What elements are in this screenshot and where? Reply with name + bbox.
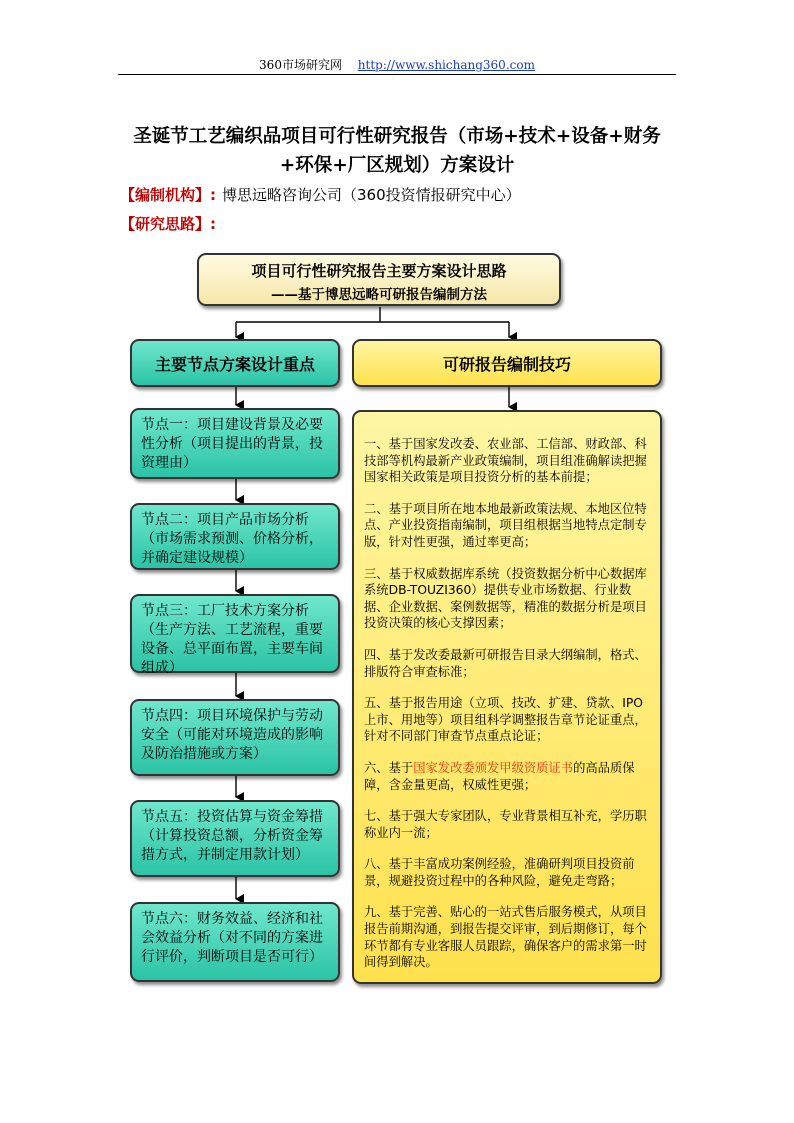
right-header-box [352,339,662,387]
node-6-box: 节点六：财务效益、经济和社会效益分析（对不同的方案进行评价，判断项目是否可行） [130,902,340,982]
left-header-label: 主要节点方案设计重点 [154,354,315,374]
tip-6 [364,760,650,793]
site-name: 360市场研究网 [259,58,342,72]
org-label: 【编制机构】: [120,186,216,204]
tip-5: 五、基于报告用途（立项、技改、扩建、贷款、IPO上市、用地等）项目组科学调整报告章节论证重点，针对不同部门审查节点重点论证； [364,696,647,744]
tip-6-suffix: 的高品质保障，含金量更高，权威性更强； [364,760,635,792]
tip-2: 二、基于项目所在地本地最新政策法规、本地区位特点、产业投资指南编制，项目组根据当地特点定制专版，针对性更强，通过率更高； [364,501,647,549]
node-4-box: 节点四：项目环境保护与劳动安全（可能对环境造成的影响及防治措施或方案） [130,699,340,776]
tip-1: 一、基于国家发改委、农业部、工信部、财政部、科技部等机构最新产业政策编制，项目组准确解读把握国家相关政策是项目投资分析的基本前提； [364,437,647,485]
tip-7: 七、基于强大专家团队，专业背景相互补充，学历职称业内一流； [364,809,647,840]
node-1-box: 节点一：项目建设背景及必要性分析（项目提出的背景，投资理由） [130,408,340,479]
right-header-label: 可研报告编制技巧 [442,354,571,374]
tip-9: 九、基于完善、贴心的一站式售后服务模式，从项目报告前期沟通，到报告提交评审，到后期修订，每个环节都有专业客服人员跟踪，确保客户的需求第一时间得到解决。 [364,905,647,970]
node-2-box: 节点二：项目产品市场分析（市场需求预测、价格分析，并确定建设规模） [130,503,340,570]
tip-8: 八、基于丰富成功案例经验，准确研判项目投资前景，规避投资过程中的各种风险，避免走弯路； [364,857,635,888]
diagram-subtitle: ——基于博思远略可研报告编制方法 [271,287,487,303]
tips-box [352,410,662,984]
node-5-box: 节点五：投资估算与资金筹措（计算投资总额，分析资金筹措方式，并制定用款计划） [130,800,340,877]
tip-4: 四、基于发改委最新可研报告目录大纲编制，格式、排版符合审查标准； [364,647,647,679]
tip-6-highlight: 国家发改委颁发甲级资质证书 [413,760,574,775]
tip-6-prefix: 六、基于 [364,760,414,775]
tip-3: 三、基于权威数据库系统（投资数据分析中心数据库系统DB-TOUZI360）提供专业市场数据、行业数据、企业数据、案例数据等，精准的数据分析是项目投资决策的核心支撑因素； [364,566,647,631]
site-url-link[interactable]: http://www.shichang360.com [357,58,535,72]
method-label: 【研究思路】: [120,215,216,233]
node-3-box: 节点三：工厂技术方案分析（生产方法、工艺流程，重要设备、总平面布置，主要车间组成） [130,594,340,673]
left-header-box [130,339,340,387]
diagram-title-box [197,253,561,306]
document-title: 圣诞节工艺编织品项目可行性研究报告（市场+技术+设备+财务+环保+厂区规划）方案设计 [133,126,661,176]
diagram-title: 项目可行性研究报告主要方案设计思路 [251,262,507,280]
org-value: 博思远略咨询公司（360投资情报研究中心） [222,186,521,204]
